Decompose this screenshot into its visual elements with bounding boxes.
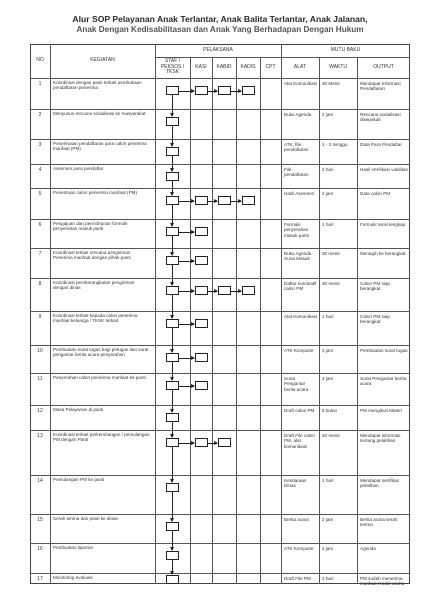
header-waktu: WAKTU bbox=[329, 63, 347, 70]
row-output: Mendapat sertifikat pelatihan bbox=[360, 478, 399, 489]
row-kegiatan: Koordinasi terkait rencana pengiriman Penerima manfaat dengan pihak panti bbox=[53, 250, 131, 261]
row-number: 7 bbox=[38, 251, 42, 257]
header-pelaksana: PELAKSANA bbox=[203, 46, 233, 53]
flow-arrow bbox=[179, 261, 194, 262]
table-row-line bbox=[30, 430, 410, 431]
flow-step-box bbox=[195, 196, 208, 205]
row-kegiatan: Pembuatan surat tugas bagi petugas dan surat pengantar berita acara penyerahan bbox=[53, 347, 149, 358]
flow-step-box bbox=[242, 196, 255, 205]
table-line bbox=[260, 57, 261, 584]
row-output: Pembuatan surat tugas bbox=[360, 348, 408, 353]
row-output: Hasil Verifikasi validitas bbox=[360, 167, 408, 172]
flow-step-box bbox=[195, 227, 208, 236]
flow-connector bbox=[172, 295, 173, 318]
row-alat: Alat Komunikasi bbox=[284, 314, 317, 319]
row-waktu: 30 menit bbox=[322, 281, 340, 286]
table-row-line bbox=[30, 345, 410, 346]
row-waktu: 2 hari bbox=[322, 167, 334, 172]
row-waktu: 1 hari bbox=[322, 478, 334, 483]
header-staf: STAF / PEKSOS / TKSK bbox=[160, 58, 185, 76]
flow-arrow bbox=[179, 91, 194, 92]
flow-arrow bbox=[179, 324, 194, 325]
flow-connector bbox=[172, 531, 173, 550]
row-number: 8 bbox=[38, 281, 42, 287]
row-output: Data Para Pendaftar bbox=[360, 142, 402, 147]
table-row-line bbox=[30, 219, 410, 220]
row-waktu: 3 jam bbox=[322, 376, 334, 381]
flow-step-box bbox=[166, 438, 179, 447]
row-output: PM mengikuti Materi bbox=[360, 408, 402, 413]
flow-arrow bbox=[208, 443, 217, 444]
row-number: 14 bbox=[37, 478, 43, 484]
table-row-line bbox=[30, 278, 410, 279]
flow-step-box bbox=[195, 256, 208, 265]
row-number: 11 bbox=[37, 376, 43, 382]
flow-connector bbox=[172, 95, 173, 116]
row-number: 5 bbox=[38, 191, 42, 197]
row-number: 16 bbox=[37, 546, 43, 552]
row-output: Agenda bbox=[360, 546, 376, 551]
row-kegiatan: Pengajuan dan permohonan formulir penyerahan masuk panti bbox=[53, 221, 128, 232]
flow-step-box bbox=[242, 286, 255, 295]
row-kegiatan: Pemulangan PM ke panti bbox=[53, 477, 105, 482]
flow-step-box bbox=[195, 286, 208, 295]
table-line bbox=[281, 44, 282, 584]
row-kegiatan: Pembuatan laporan bbox=[53, 545, 94, 550]
table-line bbox=[155, 44, 156, 584]
row-waktu: 1 - 2 minggu bbox=[322, 142, 348, 147]
flow-connector bbox=[172, 422, 173, 437]
flow-step-box bbox=[166, 319, 179, 328]
row-waktu: 2 jam bbox=[322, 191, 334, 196]
table-row-line bbox=[30, 405, 410, 406]
row-waktu: 20 menit bbox=[322, 433, 340, 438]
row-number: 13 bbox=[37, 433, 43, 439]
row-waktu: 2 jam bbox=[322, 112, 334, 117]
row-alat: Draft calon PM bbox=[284, 408, 315, 413]
table-row-line bbox=[30, 475, 410, 476]
page-subtitle: Anak Dengan Kedisabilitasan dan Anak Yang Berhadapan Dengan Hukum bbox=[76, 25, 364, 34]
row-output: PM sudah menerima manfaat modal usaha bbox=[360, 576, 405, 587]
table-line bbox=[50, 44, 51, 584]
flow-step-box bbox=[166, 483, 179, 492]
row-alat: ATK Komputer bbox=[284, 348, 314, 353]
row-alat: ATK Komputer bbox=[284, 546, 314, 551]
row-alat: Buku Agenda Surat Masuk bbox=[284, 251, 312, 262]
row-kegiatan: Penyerahan calon penerima manfaat ke panti bbox=[53, 375, 146, 380]
flow-arrow bbox=[179, 358, 194, 359]
row-alat: File pendaftaran bbox=[284, 167, 309, 178]
row-output: Menagih ke berangkat bbox=[360, 251, 406, 256]
flow-step-box bbox=[218, 196, 231, 205]
row-number: 4 bbox=[38, 167, 42, 173]
flow-arrow bbox=[231, 91, 241, 92]
row-output: Formulir terisi lengkap bbox=[360, 222, 406, 227]
flow-connector bbox=[172, 236, 173, 255]
flow-connector bbox=[172, 181, 173, 195]
flow-connector bbox=[172, 328, 173, 352]
row-output: Calon PM siap berangkat bbox=[360, 314, 390, 325]
header-no: NO bbox=[36, 57, 44, 64]
row-alat: Hasil Asesmen bbox=[284, 191, 315, 196]
flow-arrow bbox=[179, 232, 194, 233]
flow-step-box bbox=[195, 438, 208, 447]
row-alat: Buku Agenda bbox=[284, 112, 312, 117]
row-kegiatan: Serah terima dari panti ke dinas bbox=[53, 516, 118, 521]
flow-step-box bbox=[242, 86, 255, 95]
row-alat: Kendaraan Dinas bbox=[284, 478, 307, 489]
flow-connector bbox=[172, 560, 173, 574]
flow-step-box bbox=[166, 522, 179, 531]
table-row-line bbox=[30, 543, 410, 544]
row-kegiatan: Koordinasi pemberangkatan pengiriman dengan dinas bbox=[53, 280, 135, 291]
row-number: 9 bbox=[38, 314, 42, 320]
row-output: Mendapat informasi tentang pelatihan bbox=[360, 433, 401, 444]
flow-step-box bbox=[166, 256, 179, 265]
header-alat: ALAT bbox=[293, 63, 307, 70]
table-line bbox=[30, 78, 410, 79]
flow-step-box bbox=[195, 381, 208, 390]
table-row-line bbox=[30, 514, 410, 515]
flow-step-box bbox=[166, 147, 179, 156]
row-alat: Formulir penyerahan masuk panti bbox=[284, 222, 309, 238]
row-alat: ATK, file pendaftaran bbox=[284, 142, 309, 153]
flow-step-box bbox=[166, 117, 179, 126]
flow-step-box bbox=[166, 86, 179, 95]
row-output: Berita acara serah terima bbox=[360, 517, 398, 528]
flow-connector bbox=[172, 362, 173, 380]
flow-connector bbox=[172, 492, 173, 521]
row-kegiatan: Asesmen para pendaftar bbox=[53, 166, 104, 171]
row-number: 17 bbox=[37, 576, 43, 582]
table-row-line bbox=[30, 164, 410, 165]
flow-step-box bbox=[166, 551, 179, 560]
flow-arrow bbox=[208, 291, 217, 292]
row-waktu: 2 hari bbox=[322, 576, 334, 581]
row-output: Rencana sosialisasi disepakati bbox=[360, 112, 401, 123]
flow-arrow bbox=[231, 291, 241, 292]
flow-step-box bbox=[218, 438, 231, 447]
row-output: Calon PM siap berangkat bbox=[360, 281, 390, 292]
row-waktu: 2 jam bbox=[322, 348, 334, 353]
row-alat: Daftar nominatif calon PM bbox=[284, 281, 317, 292]
flow-step-box bbox=[195, 86, 208, 95]
table-row-line bbox=[30, 188, 410, 189]
row-alat: Alat Komunikasi bbox=[284, 81, 317, 86]
table-row-line bbox=[30, 139, 410, 140]
row-waktu: 1 hari bbox=[322, 222, 334, 227]
table-row-line bbox=[30, 373, 410, 374]
flow-connector bbox=[172, 447, 173, 482]
header-output: OUTPUT bbox=[373, 63, 394, 70]
flow-step-box bbox=[195, 319, 208, 328]
row-waktu: 6 bulan bbox=[322, 408, 338, 413]
header-kadis: KADIS bbox=[240, 63, 256, 70]
table-line bbox=[212, 57, 213, 584]
flow-arrow bbox=[231, 201, 241, 202]
table-line bbox=[319, 57, 320, 584]
flow-arrow bbox=[179, 201, 194, 202]
row-kegiatan: Koordinasi terkait kepada calon penerima manfaat keluarga / TKSK terkait bbox=[53, 313, 138, 324]
table-line bbox=[357, 57, 358, 584]
flow-step-box bbox=[166, 227, 179, 236]
row-waktu: 30 Menit bbox=[322, 81, 340, 86]
table-row-line bbox=[30, 573, 410, 574]
row-alat: Draft File calon PM, alat komunikasi bbox=[284, 433, 315, 449]
flow-step-box bbox=[218, 286, 231, 295]
row-number: 1 bbox=[38, 81, 42, 87]
row-kegiatan: Koordinasi dengan panti terkait pembukaan pendaftaran penerima bbox=[53, 80, 142, 91]
flow-connector bbox=[172, 390, 173, 412]
flow-step-box bbox=[166, 286, 179, 295]
flow-connector bbox=[172, 126, 173, 146]
row-number: 15 bbox=[37, 517, 43, 523]
row-number: 2 bbox=[38, 112, 42, 118]
header-cpt: CPT bbox=[265, 63, 276, 70]
flow-connector bbox=[172, 205, 173, 226]
flow-step-box bbox=[166, 196, 179, 205]
row-waktu: 2 jam bbox=[322, 546, 334, 551]
row-number: 10 bbox=[37, 348, 43, 354]
flow-arrow bbox=[179, 443, 194, 444]
table-line bbox=[190, 57, 191, 584]
row-kegiatan: Penerimaan pendaftaran para calon penerima manfaat (PM) bbox=[53, 141, 147, 152]
flow-connector bbox=[172, 265, 173, 285]
flow-step-box bbox=[166, 353, 179, 362]
row-alat: Draft File PM bbox=[284, 576, 311, 581]
header-kasi: KASI bbox=[195, 63, 207, 70]
flow-arrow bbox=[179, 291, 194, 292]
flow-arrow bbox=[179, 386, 194, 387]
flow-step-box bbox=[218, 86, 231, 95]
row-alat: Berita acara bbox=[284, 517, 309, 522]
row-number: 12 bbox=[37, 408, 43, 414]
flow-step-box bbox=[166, 381, 179, 390]
table-line bbox=[236, 57, 237, 584]
page-title: Alur SOP Pelayanan Anak Terlantar, Anak Balita Terlantar, Anak Jalanan, bbox=[72, 14, 368, 24]
row-output: Mendapat Informasi Pendaftaran bbox=[360, 81, 401, 92]
header-mutu_baku: MUTU BAKU bbox=[330, 46, 361, 53]
row-number: 6 bbox=[38, 222, 42, 228]
flow-step-box bbox=[166, 172, 179, 181]
row-kegiatan: Menyusun rencana sosialisasi ke masyarakat bbox=[53, 111, 146, 116]
row-kegiatan: Koordinasi terkait perkembangan / pemulangan PM dengan Panti bbox=[53, 432, 150, 443]
flow-connector bbox=[172, 156, 173, 171]
flow-arrow bbox=[208, 91, 217, 92]
row-waktu: 1 hari bbox=[322, 314, 334, 319]
row-kegiatan: Monitoring evaluasi bbox=[53, 575, 93, 580]
row-kegiatan: Masa Pelayanan di panti bbox=[53, 407, 104, 412]
row-kegiatan: Penentuan calon penerima manfaat (PM) bbox=[53, 190, 138, 195]
row-waktu: 2 jam bbox=[322, 517, 334, 522]
flow-step-box bbox=[166, 413, 179, 422]
row-output: Data calon PM bbox=[360, 191, 391, 196]
row-waktu: 30 menit bbox=[322, 251, 340, 256]
row-output: Surat Pengantar berita acara bbox=[360, 376, 407, 387]
table-row-line bbox=[30, 248, 410, 249]
flow-step-box bbox=[195, 353, 208, 362]
header-kegiatan: KEGIATAN bbox=[90, 57, 115, 64]
row-number: 3 bbox=[38, 142, 42, 148]
table-row-line bbox=[30, 311, 410, 312]
flow-arrow bbox=[208, 201, 217, 202]
header-kabid: KABID bbox=[216, 63, 232, 70]
row-alat: Surat Pengantar berita acara bbox=[284, 376, 309, 392]
table-row-line bbox=[30, 109, 410, 110]
flow-step-box bbox=[166, 575, 179, 584]
